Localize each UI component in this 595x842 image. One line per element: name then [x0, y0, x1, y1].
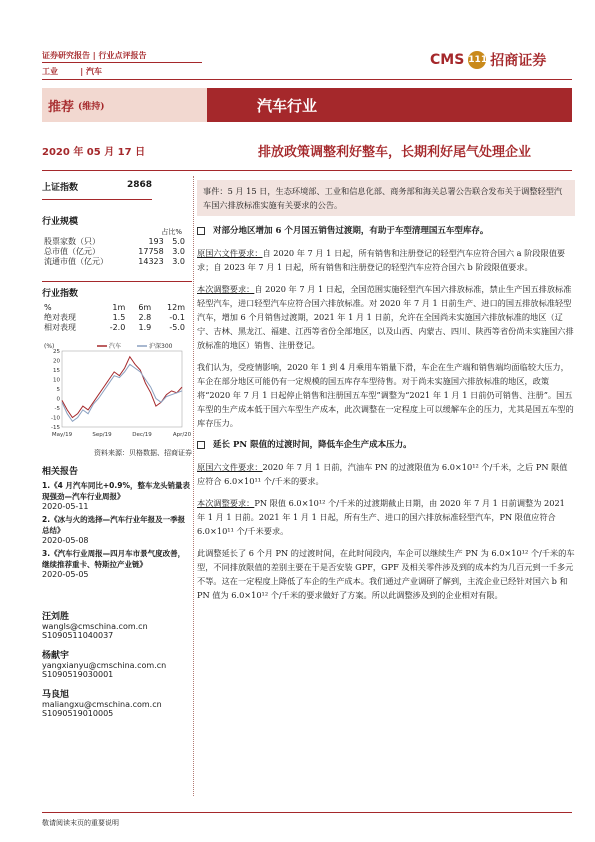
- scale-table: [42, 237, 187, 267]
- headline: 排放政策调整利好整车，长期利好尾气处理企业: [258, 145, 532, 160]
- related-item[interactable]: [42, 514, 192, 545]
- x-tick-label: Apr/20: [172, 432, 192, 438]
- perf-title: 行业指数: [42, 281, 192, 299]
- x-tick-label: May/19: [51, 432, 73, 438]
- para-adjust-1: [197, 282, 575, 352]
- logo-cn: 招商证券: [490, 53, 547, 69]
- header-rule: [42, 79, 572, 80]
- perf-cell: -2.0: [109, 323, 126, 332]
- industry-title: 汽车行业: [207, 88, 572, 122]
- related-list: [42, 480, 192, 579]
- perf-row: [42, 323, 187, 333]
- y-tick-label: 20: [53, 358, 60, 365]
- y-tick-label: 5: [56, 387, 60, 393]
- analyst-name: 杨献宇: [42, 651, 70, 661]
- rating: [42, 88, 207, 122]
- index-row: [42, 180, 152, 200]
- analyst-email[interactable]: wangls@cmschina.com.cn: [42, 622, 148, 631]
- perf-cell: -0.1: [169, 313, 185, 322]
- left-column: [42, 180, 192, 726]
- y-tick-label: -10: [51, 415, 60, 422]
- text-adjust-2: PN 限值 6.0×10¹² 个/千米的过渡期截止日期，由 2020 年 7 月 1 日前调整为 2021 年 1 月 1 日前。2021 年 1 月 1 日起，所有生产、进口的国六排放标准轻型汽车，PN 限值应符合 6.0×10¹¹ 个/千米要求。: [197, 498, 565, 536]
- scale-cell: 14323: [138, 257, 164, 266]
- related-title-text: 1.《4 月汽车同比+0.9%，整车龙头销量表现强劲—汽车行业周报》: [42, 481, 190, 501]
- index-chart: [42, 339, 192, 444]
- related-date: 2020-05-11: [42, 502, 89, 511]
- text-adjust-1: 自 2020 年 7 月 1 日起，全国范围实施轻型汽车国六排放标准，禁止生产国五排放标准轻型汽车，进口轻型汽车应符合国六排放标准。对 2020 年 7 月 1 日前生产、进口的国五排放标准轻型汽车，增加 6 个月销售过渡期，2021 年 1 月 1 日前，允许在全国尚未实施国六排放标准的地区（辽宁、吉林、黑龙江、福建、江西等省份全部地区，以及山西、内蒙古、四川、陕西等省份尚未实施国六排放标准的地区）销售、注册登记。: [197, 284, 574, 350]
- analyst: [42, 687, 192, 718]
- scale-cell: 总市值（亿元）: [44, 247, 100, 256]
- perf-table: [42, 303, 187, 333]
- y-tick-label: 25: [53, 349, 60, 355]
- analyst-email[interactable]: yangxianyu@cmschina.com.cn: [42, 661, 167, 670]
- series-line: [62, 357, 182, 418]
- bullet-2-text: 延长 PN 限值的过渡时间，降低车企生产成本压力。: [213, 440, 412, 450]
- label-adjust-1: 本次调整要求：: [197, 284, 255, 294]
- x-tick-label: Sep/19: [92, 432, 112, 438]
- label-original-2: 原国六文件要求：: [197, 462, 263, 472]
- scale-row: [42, 247, 187, 257]
- rating-band: [42, 88, 572, 122]
- text-original-1: 自 2020 年 7 月 1 日起，所有销售和注册登记的轻型汽车应符合国六 a 阶段限值要求；自 2023 年 7 月 1 日起，所有销售和注册登记的轻型汽车应符合国六 b 阶段限值要求。: [197, 248, 566, 272]
- column-divider: [193, 176, 194, 796]
- related-item[interactable]: [42, 480, 192, 511]
- analyst-id: S1090511040037: [42, 631, 114, 640]
- perf-cell: 相对表现: [44, 323, 76, 332]
- report-date: 2020 年 05 月 17 日: [42, 147, 146, 158]
- footer: 敬请阅读末页的重要说明: [42, 812, 572, 828]
- related-title: 相关报告: [42, 467, 79, 477]
- scale-cell: 3.0: [172, 257, 185, 266]
- scale-row: [42, 237, 187, 247]
- analyst: [42, 609, 192, 640]
- x-tick-label: Dec/19: [132, 432, 152, 438]
- scale-title: 行业规模: [42, 217, 79, 227]
- rating-note: (维持): [78, 101, 105, 112]
- para-original-2: [197, 460, 575, 488]
- header-divider: [42, 62, 202, 63]
- scale-cell: 流通市值（亿元）: [44, 257, 108, 266]
- perf-header: %: [44, 303, 52, 312]
- y-tick-label: 10: [53, 377, 60, 384]
- perf-cell: 绝对表现: [44, 313, 76, 322]
- report-type: 证券研究报告 | 行业点评报告: [42, 51, 147, 60]
- perf-cell: 1.9: [138, 323, 152, 332]
- scale-cell: 17758: [138, 247, 164, 256]
- perf-cell: 1.5: [112, 313, 126, 322]
- bullet-1-text: 对部分地区增加 6 个月国五销售过渡期，有助于车型清理国五车型库存。: [213, 226, 489, 236]
- perf-row: [42, 313, 187, 323]
- legend-label: 汽车: [109, 343, 122, 350]
- scale-cell: 5.0: [172, 237, 185, 246]
- label-adjust-2: 本次调整要求：: [197, 498, 255, 508]
- analyst-list: [42, 609, 192, 718]
- perf-cell: -5.0: [169, 323, 185, 332]
- text-original-2: 2020 年 7 月 1 日前，汽油车 PN 的过渡限值为 6.0×10¹² 个/千米，之后 PN 限值应符合 6.0×10¹¹ 个/千米的要求。: [197, 462, 568, 486]
- series-line: [62, 364, 182, 421]
- scale-cell: 股票家数（只）: [44, 237, 100, 246]
- bullet-1: [197, 224, 575, 238]
- plot-frame: [62, 351, 182, 427]
- para-opinion-1: 我们认为，受疫情影响，2020 年 1 到 4 月乘用车销量下滑，车企在生产端和销售端均面临较大压力，车企在部分地区可能仍有一定规模的国五库存车型待售。对于尚未实施国六排放标准的地区，政策将“2020 年 7 月 1 日起停止销售和注册国五车型”调整为“2021 年 1 月 1 日前仍可销售、注册”。国五车型的生产成本低于国六车型生产成本，此次调整在一定程度上可以缓解车企的压力，尤其是国五车型的库存压力。: [197, 362, 574, 428]
- analyst-email[interactable]: maliangxu@cmschina.com.cn: [42, 700, 162, 709]
- scale-cell: 193: [148, 237, 164, 246]
- index-label: 上证指数: [42, 183, 79, 193]
- related-item[interactable]: [42, 548, 192, 579]
- analyst-name: 汪刘胜: [42, 612, 70, 622]
- scale-row: [42, 257, 187, 267]
- logo-badge-icon: 111: [468, 51, 486, 69]
- bullet-2: [197, 438, 575, 452]
- scale-cell: 3.0: [172, 247, 185, 256]
- chart-source: 资料来源：贝格数据、招商证券: [94, 449, 192, 457]
- event-box: 事件：5 月 15 日，生态环境部、工业和信息化部、商务部和海关总署公告联合发布关于调整轻型汽车国六排放标准实施有关要求的公告。: [197, 180, 575, 216]
- perf-header: 6m: [138, 303, 152, 312]
- logo: [430, 50, 546, 70]
- main-body: [197, 180, 575, 610]
- y-tick-label: 0: [56, 396, 60, 403]
- report-sector: 工业 | 汽车: [42, 67, 102, 76]
- scale-unit: 占比%: [161, 228, 182, 236]
- related-title-text: 2.《冰与火的选择—汽车行业年报及一季报总结》: [42, 515, 186, 535]
- bullet-square-icon: [197, 441, 205, 449]
- related-title-text: 3.《汽车行业周报—四月车市景气度改善，继续推荐重卡、特斯拉产业链》: [42, 549, 186, 569]
- logo-text: CMS: [430, 52, 465, 68]
- para-original-1: [197, 246, 575, 274]
- analyst: [42, 648, 192, 679]
- perf-header: 12m: [167, 303, 185, 312]
- related-date: 2020-05-08: [42, 536, 89, 545]
- analyst-name: 马良旭: [42, 690, 70, 700]
- analyst-id: S1090519030001: [42, 670, 114, 679]
- perf-cell: 2.8: [138, 313, 152, 322]
- para-adjust-2: [197, 496, 575, 538]
- y-tick-label: -15: [51, 425, 60, 431]
- index-value: 2868: [126, 180, 152, 190]
- related-date: 2020-05-05: [42, 570, 89, 579]
- y-tick-label: 15: [53, 368, 60, 374]
- analyst-id: S1090519010005: [42, 709, 114, 718]
- label-original-1: 原国六文件要求：: [197, 248, 263, 258]
- para-opinion-2: 此调整延长了 6 个月 PN 的过渡时间，在此时间段内，车企可以继续生产 PN 为 6.0×10¹² 个/千米的车型，不同排放限值的差别主要在于是否安装 GPF，GPF 及相关零件涉及到的成本约为几百元到一千多元不等。这在一定程度上降低了车企的生产成本。我们通过产业调研了解到，主流企业已经针对国六 b 和 PN 值为 6.0×10¹² 个/千米的要求做好了方案。所以此调整涉及到的企业相对有限。: [197, 548, 575, 600]
- bullet-square-icon: [197, 227, 205, 235]
- title-rule: [42, 170, 572, 171]
- rating-value: 推荐: [48, 99, 75, 115]
- perf-header: 1m: [112, 303, 126, 312]
- y-tick-label: -5: [54, 406, 60, 412]
- y-axis-label: (%): [44, 343, 55, 350]
- legend-label: 沪深300: [149, 343, 173, 350]
